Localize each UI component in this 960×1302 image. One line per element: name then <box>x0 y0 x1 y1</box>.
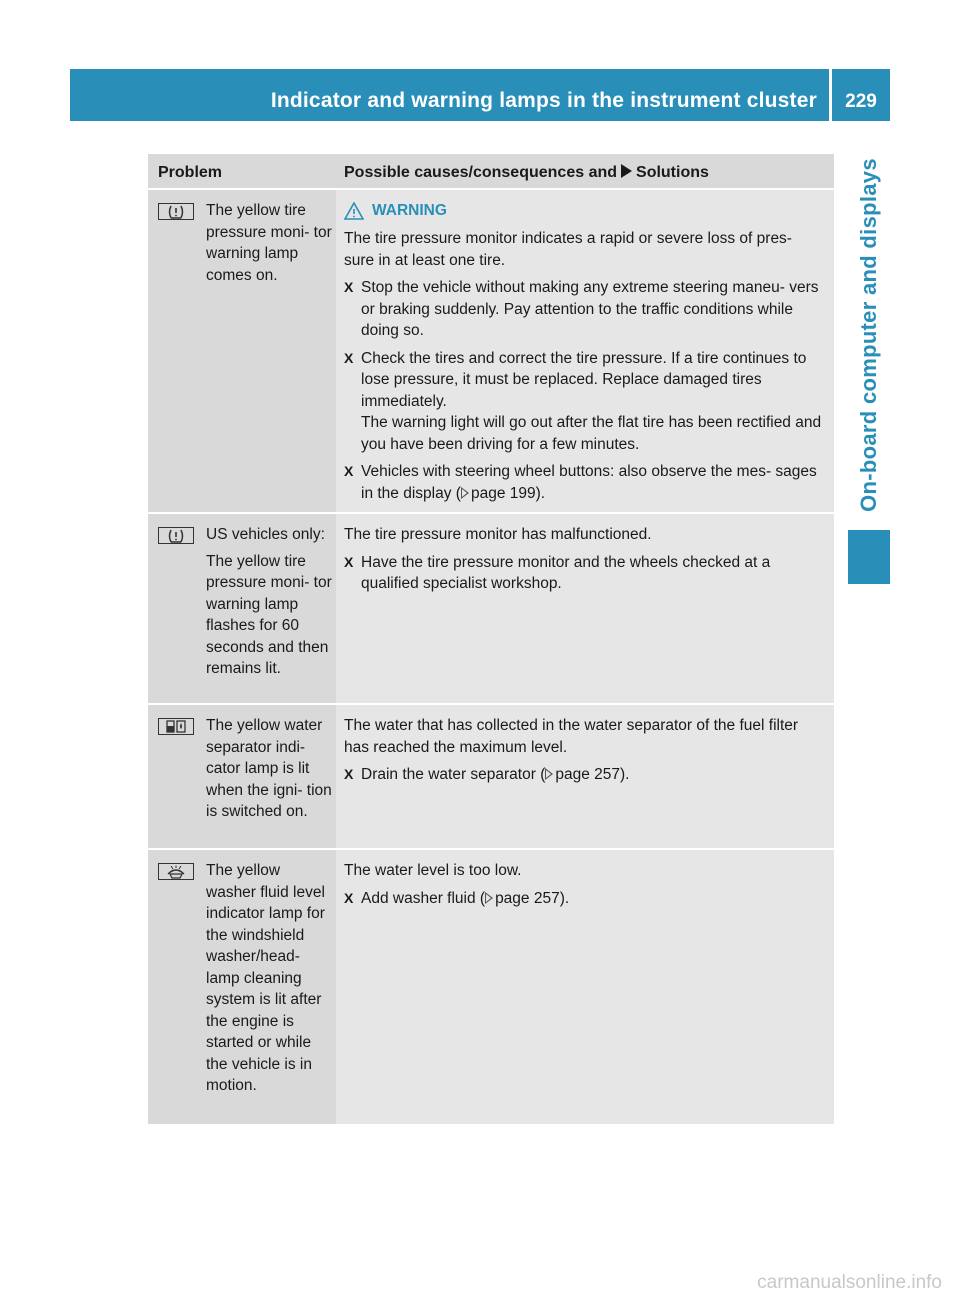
problem-cell <box>148 190 336 512</box>
step-marker-icon: X <box>344 463 354 479</box>
solution-cell <box>336 705 834 848</box>
section-side-block <box>848 530 890 584</box>
solution-cell <box>336 850 834 1124</box>
step-text <box>361 348 826 456</box>
section-title: On-board computer and displays <box>856 158 881 512</box>
page-title: Indicator and warning lamps in the instrument cluster <box>270 89 817 112</box>
tire-pressure-icon <box>158 203 194 220</box>
warning-label: WARNING <box>372 202 447 219</box>
solution-step <box>344 552 826 595</box>
problem-qualifier: US vehicles only: <box>206 526 325 543</box>
solution-step <box>344 764 826 786</box>
water-separator-icon <box>158 718 194 735</box>
solution-cell <box>336 190 834 512</box>
tire-pressure-icon <box>158 527 194 544</box>
column-header-solutions-suffix: Solutions <box>636 164 709 181</box>
problem-text <box>194 715 332 836</box>
solution-intro: The tire pressure monitor indicates a rapid or severe loss of pres- sure in at least one tire. <box>344 230 792 269</box>
page-ref-icon <box>462 488 469 498</box>
warning-heading <box>344 202 826 220</box>
step-marker-icon: X <box>344 766 354 782</box>
arrow-icon <box>621 164 632 178</box>
step-text <box>361 461 826 504</box>
table-header <box>148 154 834 190</box>
lamp-table <box>148 154 834 1124</box>
table-row <box>148 705 834 850</box>
solution-step <box>344 348 826 456</box>
step-main-text: Add washer fluid ( <box>361 889 486 907</box>
problem-description: The yellow tire pressure moni- tor warning lamp comes on. <box>206 202 332 284</box>
step-marker-icon: X <box>344 889 354 906</box>
table-row <box>148 514 834 705</box>
problem-text <box>194 524 332 691</box>
step-marker-icon: X <box>344 349 354 366</box>
problem-cell <box>148 514 336 703</box>
step-text <box>361 888 826 910</box>
solution-intro: The water that has collected in the water separator of the fuel filter has reached the maximum level. <box>344 717 799 756</box>
column-header-problem: Problem <box>158 164 223 181</box>
step-text: Have the tire pressure monitor and the wheels checked at a qualified specialist workshop. <box>361 553 771 592</box>
solution-cell <box>336 514 834 703</box>
problem-description: The yellow washer fluid level indicator lamp for the windshield washer/head- lamp cleaning system is lit after the engine is started or while the vehicle is in motion. <box>206 862 325 1094</box>
page-number: 229 <box>845 91 877 112</box>
problem-cell <box>148 705 336 848</box>
step-note: The warning light will go out after the flat tire has been rectified and you have been driving for a few minutes. <box>361 414 822 453</box>
column-header-solutions-prefix: Possible causes/consequences and <box>344 164 618 181</box>
step-marker-icon: X <box>344 279 354 295</box>
problem-cell <box>148 850 336 1124</box>
step-text: Stop the vehicle without making any extreme steering maneu- vers or braking suddenly. Pay attention to the traffic conditions while doing so. <box>361 279 819 339</box>
step-main-text: Vehicles with steering wheel buttons: also observe the mes- sages in the display ( <box>361 463 817 502</box>
header-bar <box>70 69 890 121</box>
step-marker-icon: X <box>344 553 354 570</box>
table-row <box>148 850 834 1124</box>
section-side-tab <box>848 140 890 530</box>
watermark: carmanualsonline.info <box>757 1272 942 1293</box>
step-main-text: Drain the water separator ( <box>361 766 546 783</box>
solution-step <box>344 277 826 342</box>
washer-fluid-icon <box>158 863 194 880</box>
table-row <box>148 190 834 514</box>
problem-text <box>194 860 332 1112</box>
problem-description: The yellow water separator indi- cator lamp is lit when the igni- tion is switched on. <box>206 717 332 820</box>
page-reference-link[interactable]: page 257 <box>555 766 621 783</box>
step-tail: ). <box>559 889 570 907</box>
problem-text <box>194 200 332 500</box>
page-reference-link[interactable]: page 257 <box>495 889 560 907</box>
step-text <box>361 764 826 786</box>
problem-description: The yellow tire pressure moni- tor warning lamp flashes for 60 seconds and then remains lit. <box>206 552 332 677</box>
solution-intro: The water level is too low. <box>344 862 522 879</box>
page-ref-icon <box>486 893 493 903</box>
solution-step <box>344 461 826 504</box>
solution-step <box>344 888 826 910</box>
column-header-solutions <box>336 154 834 188</box>
step-tail: ). <box>535 484 546 502</box>
step-main-text: Check the tires and correct the tire pressure. If a tire continues to lose pressure, it must be replaced. Replace damaged tires immediately. <box>361 349 807 410</box>
solution-intro: The tire pressure monitor has malfunctioned. <box>344 526 652 543</box>
page-ref-icon <box>546 769 553 779</box>
page-reference-link[interactable]: page 199 <box>470 484 536 502</box>
warning-triangle-icon <box>344 202 364 220</box>
step-tail: ). <box>620 766 630 783</box>
